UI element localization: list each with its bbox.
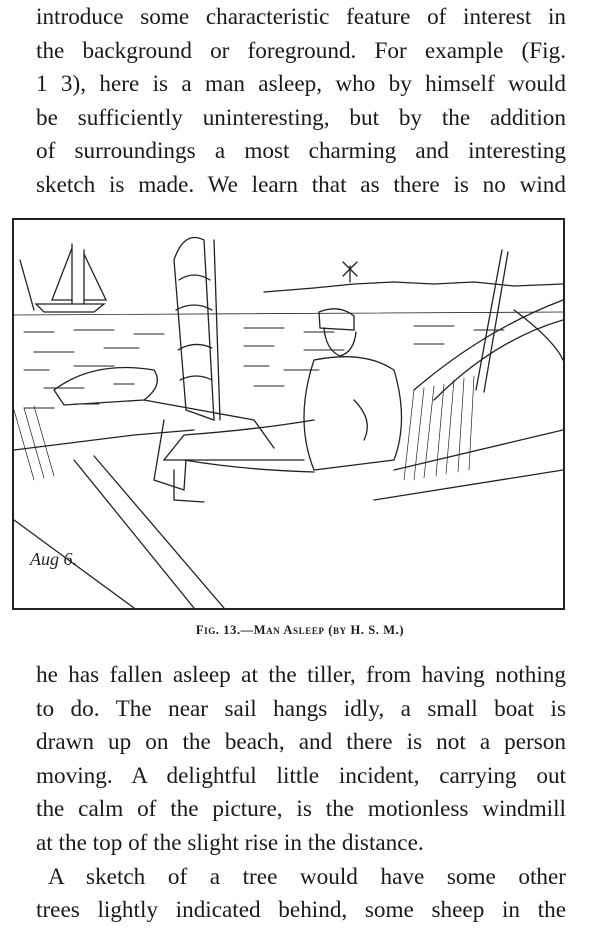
text-line: to do. The near sail hangs idly, a small boat is [36, 695, 566, 722]
text-line: trees lightly indicated behind, some sheep in the [36, 897, 566, 924]
text-line: he has fallen asleep at the tiller, from having nothing [36, 662, 566, 688]
sleeping-man [154, 309, 402, 502]
small-boat [54, 368, 157, 406]
paragraph-bottom [36, 659, 566, 928]
text-line: 1 3), here is a man asleep, who by himself would [36, 71, 566, 98]
figure-caption: Fig. 13.—Man Asleep (by H. S. M.) [195, 623, 405, 637]
text-line: moving. A delightful little incident, carrying out [36, 762, 566, 789]
text-line: the calm of the picture, is the motionless windmill [36, 796, 566, 823]
illustration-man-asleep [12, 218, 565, 610]
text-line: be sufficiently uninteresting, but by the addition [36, 104, 566, 131]
text-line: drawn up on the beach, and there is not a person [36, 729, 566, 756]
far-shore [264, 282, 563, 292]
rigging [414, 250, 563, 400]
boat-deck [14, 400, 563, 608]
text-line: A sketch of a tree would have some other [48, 863, 566, 890]
text-line: at the top of the slight rise in the distance. [36, 829, 424, 856]
text-line: of surroundings a most charming and interesting [36, 138, 566, 165]
sketch-drawing [14, 220, 563, 608]
text-line: sketch is made. We learn that as there is no wind [36, 171, 566, 198]
furled-sail [174, 238, 220, 421]
hatching [14, 376, 474, 480]
paragraph-top [36, 1, 566, 203]
text-line: introduce some characteristic feature of interest in [36, 4, 566, 30]
text-line: the background or foreground. For example (Fig. [36, 37, 566, 64]
distant-sailboat [20, 244, 106, 312]
windmill [343, 262, 357, 282]
water-ripples [24, 326, 504, 408]
artist-signature: Aug 6. [30, 549, 77, 569]
